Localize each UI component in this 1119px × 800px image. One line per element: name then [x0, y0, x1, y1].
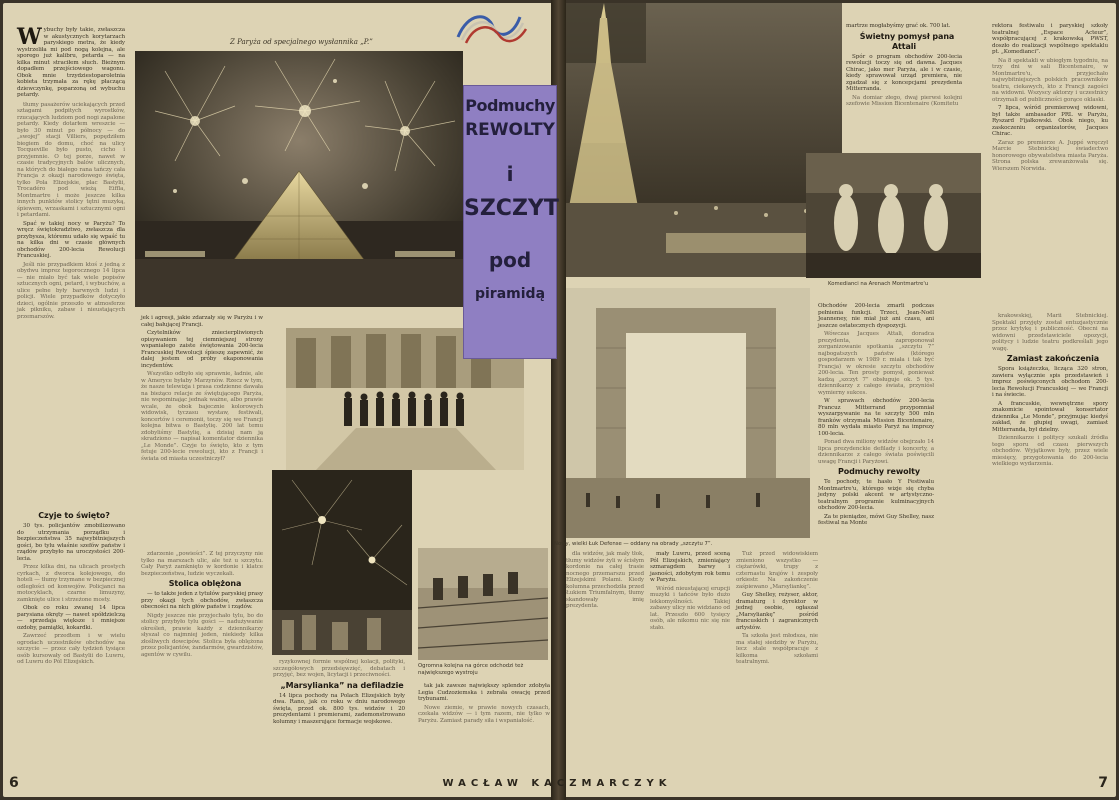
- metro-caption: Ogromna kolejna na górce odchodzi też największego wystroju: [418, 663, 524, 676]
- column-4: [141, 551, 263, 789]
- body-text: Zawrzeć przedtem i w wielu ogrodach uczestników obchodów na szczycie — przez cały tydzień tysiące osób kursowały od Bastylii do Luwru, od Luwru do Pól Elizejskich.: [17, 633, 125, 665]
- night-celebration-photo: [272, 470, 412, 655]
- drop-cap: W: [17, 24, 42, 50]
- column-r7: [992, 313, 1108, 789]
- column-r3: [566, 551, 644, 789]
- page-number-left: 6: [9, 775, 19, 791]
- body-text: Ponad dwa miliony widzów obejrzało 14 lipca prezydenckie defilady i koncerty, a dziennikarze z całego świata poświęcili uwagę Francji i Paryżowi.: [818, 439, 934, 465]
- paragraph: jek i agresji, jakie zdarzały się w Paryżu i w całej bałującej Francji.: [141, 315, 263, 328]
- column-6: [418, 683, 550, 789]
- column-r2: [992, 23, 1108, 308]
- subway-train-photo: [418, 548, 548, 660]
- body-text: Nowe ziemie, w prawie nowych czasach, czekała widzów — i tym razem, nie tylko w Paryżu. Zamiast parady siła i wspaniałość.: [418, 704, 550, 724]
- paragraph: rektora festiwalu i paryskiej szkoły teatralnej „Espace Acteur”, współpracującej z krakowską PWST, doszło do realizacji wspólnego spektaklu pt. „Komedianci”.: [992, 23, 1108, 55]
- paragraph: Za te pieniądze, mówi Guy Shelley, nasz festiwal na Monte: [818, 513, 934, 526]
- body-text: Wśród nieustającej erupcji muzyki i tańców było dużo lekkomyślności. Takiej zabawy ulicy nie widziano od lat. Przeszło 600 tysięcy osób, ale nikomu nic się nie stało.: [650, 585, 730, 631]
- section-heading: Stolica oblężona: [168, 579, 242, 588]
- title-line-1: Podmuchy: [465, 96, 555, 115]
- body-text: Nigdy jeszcze nie przyjechało tylu, bo do stolicy przybyło tylu gości — nadużywanie określeń, prawie każdy z dziennikarzy słyszał co najmniej jeden, niekiedy kilka złośliwych dowcipów. Stolica była oblężona przez policjantów, żandarmów, gwardzistów, agentów w cywilu.: [141, 612, 263, 658]
- tricolor-swirl-logo: [448, 7, 528, 45]
- grande-arche-photo: [566, 288, 810, 538]
- column-5: [273, 659, 405, 789]
- section-heading: Zamiast zakończenia: [1006, 354, 1100, 363]
- column-r5: [736, 551, 818, 789]
- paragraph: tak jak zawsze największy splendor zdobyła Legia Cudzoziemska i zebrała owację przed trybunami.: [418, 683, 550, 702]
- paragraph: 7 lipca, wśród premierowej widowni, był także ambasador PRL w Paryżu, Ryszard Fijałkowski. Obok niego, ku zaskoczeniu organizatorów, Jacques Chirac.: [992, 105, 1108, 137]
- paragraph: Spora książeczka, licząca 320 stron, zawiera wyłącznie spis przedstawień i imprez poświęconych obchodom 200-lecia Rewolucji Francuskiej — we Francji i na świecie.: [992, 366, 1108, 398]
- section-heading: „Marsylianka” na defiladzie: [280, 680, 404, 690]
- title-line-3: i: [506, 162, 514, 186]
- paragraph: Obok co roku zwanej 14 lipca parysiana okręty — nawet spółdzielczą — sprzedaja większe i mniejsze ozdoby, pamiątki, kokardki.: [17, 605, 125, 631]
- byline: Z Paryża od specjalnego wysłannika „P.”: [230, 38, 373, 46]
- column-3: [141, 315, 263, 547]
- grande-arche-caption: Nowy, wielki Łuk Defense — oddany na obrady „szczytu 7”.: [554, 541, 713, 547]
- section-heading: Podmuchy rewolty: [838, 467, 920, 476]
- statues-caption: Komedianci na Arenach Montmartre'u: [828, 281, 929, 287]
- column-r4: [650, 551, 730, 789]
- section-heading: Świetny pomysł pana Attali: [859, 31, 955, 51]
- body-text: Wówczas Jacques Attali, doradca prezydenta, zaproponował zorganizowanie spotkania „szczytu 7” najbogatszych państw (którego gospodarzem w 1989 r. miała i tak być Francja) w okresie szczytu obchodów 200-lecia. Ten prosty pomysł, ponieważ kadzą „szczyt 7” obsługuje ok. 5 tys. dziennikarzy z całego świata, przyniósł wymierny sukces.: [818, 331, 934, 396]
- title-line-5: pod: [488, 248, 532, 272]
- body-text: Wszystko odbyło się sprawnie, ładnie, ale w Ameryce byłaby Marzynów. Rzecz w tym, że nasze telewizja i prasa codzienne dawała na bieżąco relacje ze świętującego Paryża, nie wspominając jednak ważne, albo prawie wcale, że obok bajecznie kolorowych widowisk, tyczasu wystaw, festiwali, koncertów i ceremonii, toczy się we Francji kolejna bitwa o Bastylię. 200 lat temu zdobyliśmy Bastylię, a dzisiaj nam ją skradziono — napisał komentator dziennika „Le Monde”. Czyje to święto, kto z tym fetuje 200-lecie rewolucji, kto z Francji i świata od miasta uczestniczył?: [141, 371, 263, 462]
- body-text: Na 8 spektakli w ubiegłym tygodniu, na trzy dni w sali Bicentenaire, w Montmartre'u, przyjechało najwybitniejszych polskich pracowników teatru, ciekawych, kto z Francji zagości na widowni. Wszyscy aktorzy i uczestnicy otrzymali od publiczności gorące oklaski.: [992, 57, 1108, 103]
- intro-paragraph-2: Spać w takiej nocy w Paryżu? To wręcz świętokradztwo, zwłaszcza dla przybysza, któremu udało się wpaść tu na kilka dni w czasie głównych obchodów 200-lecia Rewolucji Francuskiej.: [17, 220, 125, 259]
- body-text: Jeśli nie przypadkiem ktoś z jedną z obydwu imprez tegorocznego 14 lipca — nie miało być tak wiele popisów sztucznych ogni, petard, i wybuchów, a ulice pełne były barwnych ludzi i policji. Wiele przypadków dotyczyło dzieci, ogólnie przeszło w atmosferze jak pikniku, zabaw i nieustających przemarszów.: [17, 261, 125, 320]
- author-footer: WACŁAW KACZMARCZYK: [442, 778, 672, 789]
- column-1: [17, 24, 125, 320]
- column-2: [17, 511, 125, 789]
- body-text: Zaraz po premierze A. Juppé wręczył Marcie Stebnickiej świadectwo honorowego obywatelstwa miasta Paryża. Strona polska zrewanżowała się. Wierszem Norwida.: [992, 139, 1108, 172]
- body-text: ryzykownej formie wspólnej kolacji, polityki, szczegółowych przedsięwzięć, debatach i przyjęć, bez wojen, licytacji i przeciwności.: [273, 659, 405, 678]
- body-text: Ta szkoła jest młodsza, nie ma stałej siedziby w Paryżu, lecz stale współpracuje z kilkoma szkołami teatralnymi.: [736, 633, 818, 665]
- paragraph: Spór o program obchodów 200-lecia rewolucji toczy się od dawna. Jacques Chirac, jako mer Paryża, ale i w czasie, kiedy sprawował urząd premiera, nie zgadzał się z koncepcjami prezydenta Mitterranda.: [846, 53, 962, 92]
- title-line-6: piramidą: [474, 286, 546, 302]
- statues-photo: [806, 153, 981, 278]
- paragraph: Obchodów 200-lecia zmarli podczas pełnienia funkcji. Trzeci, Jean-Noël Jeanneney, nie miał już ani czasu, ani jeszcze ostatecznych dyspozycji.: [818, 303, 934, 329]
- title-line-4: SZCZYT: [464, 196, 559, 221]
- column-r1: [846, 23, 962, 168]
- paragraph: mały Luwru, przed sceną Pól Elizejskich, zmieniający szmaragdem barwy i jasności, zdobytym rok temu w Paryżu.: [650, 551, 730, 583]
- intro-paragraph-1: ybuchy były takie, zwłaszcza w akustycznych korytarzach paryskiego metra, że kiedy wystrzeliła mi pod nogą kolejna, ale sporego już kalibru, petarda — na kilka minut straciłem słuch. Bieżnym dopadłem przejściowego wagonu. Obok mnie trzydziestoparoletnia kobieta trzymała za rękę płaczącą dziewczynkę, poparzoną od wybuchu petardy.: [17, 27, 125, 98]
- paragraph: Guy Shelley, reżyser, aktor, dramaturg i dyrektor w jednej osobie, ogłaszał „Marsyliankę” pośród francuskich i zagranicznych artystów.: [736, 592, 818, 631]
- body-text: krakowskiej, Marii Stebnickiej. Spektakl przyjęty został entuzjastycznie przez krytykę i publiczność. Obecni na widowni przedstawiciele opozycji, politycy i ludzie teatru podkreślali jego wagę.: [992, 313, 1108, 352]
- section-heading: Czyje to święto?: [38, 511, 110, 520]
- eiffel-tower-photo: [566, 3, 842, 277]
- paragraph: martrze mogłabyśmy grać ok. 700 lat.: [846, 23, 951, 29]
- body-text: zdarzenie „powieści”. Z tej przyczyny nie tylko na marszach ulic, ale też u szczytu. Cały Paryż zamknięto w kordonie i klatce bezpieczeństwa, ludzie wyczekali.: [141, 551, 263, 577]
- paragraph: W sprawach obchodów 200-lecia Francuz Mitterrand przypomniał wyszarpywanie na te szczyty 500 mln franków otrzymała Mission Bicentenaire, 80 mln wydała miasto Paryż na imprezy 100-lecia.: [818, 398, 934, 437]
- paragraph: Te pochody, te hasło Y Festiwalu Montmartre'u, którego wizje się chyba jedyny polski akcent w artystyczno-teatralnym programie kulminacyjnych obchodów 200-lecia.: [818, 479, 934, 511]
- body-text: Tuż przed widowiskiem zmieniono wszystko — ciężarówki, trupy z czternastu krajów i zespoły orkiestr. Na zakończenie zaśpiewano „Marsyliankę”.: [736, 551, 818, 590]
- paragraph: 30 tys. policjantów zmobilizowano do utrzymania porządku i bezpieczeństwa 35 najwybitniejszych gości, bo tylu właśnie szefów państw i rządów przybyło na uroczystości 200-lecia.: [17, 523, 125, 562]
- page-number-right: 7: [1098, 775, 1108, 791]
- paragraph: A francuskie, wewnętrzne spory znakomicie spointował konsertator dziennika „Le Monde”, przyjmując kiedyś zakład, że głupiej uwagi, zamiast Mitterranda, był dzielny.: [992, 400, 1108, 433]
- title-line-2: REWOLTY: [465, 120, 555, 140]
- article-title-box: [463, 85, 557, 359]
- fireworks-pyramid-photo: [135, 51, 463, 307]
- paragraph: 14 lipca pochody na Polach Elizejskich były dwa. Rano, jak co roku w dniu narodowego święta, przed ok. 800 tys. widzów i 20 prezydentami i premierami, zademonstrowano kolumny i maszerujące formacje wojskowe.: [273, 692, 405, 725]
- paragraph: Czytelników zniecierpliwionych opisywaniem tej ciemniejszej strony wspaniałego zaiste świętowania 200-lecia Francuskiej Rewolucji śpieszę zapewnić, że dalej jestem od próby ekaponowania incydentów.: [141, 330, 263, 369]
- body-text: Przez kilka dni, na ulicach prostych cyrkach, z dworca kolejowego, do hoteli — tłumy trzymane w bezpiecznej odległości od konwojów. Policjanci na motocyklach, czarne limuzyny, zamknięte ulice i strzeżone mosty.: [17, 564, 125, 603]
- body-text: tłumy pasażerów uciekających przed sztagami podpitych wyrostków, rzucających ludziom pod nogi zapalone petardy. Kiedy dotarłem wreszcie — było 30 minut po północy — do „swojej” stacji Villiers, popędziłem biegiem do domu, choć na ulicy Tocqueville było pusto, cicho i przyjemnie. O tej porze, nawet w czasie tradycyjnych balów ulicznych, na których do białego rana tańczy cała Francja z okazji narodowego święta, tylko Pola Elizejskie, plac Bastylii, Trocadéro pod wieżą Eiffla, Montmartre i może jeszcze kilka innych punktów stolicy tętni muzyką, śpiewem, wrzaskami i sztucznymi ogni i petardami.: [17, 101, 125, 218]
- column-r6: [818, 303, 934, 789]
- body-text: Dziennikarze i politycy szukali źródła tego sporu od czasu pierwszych obchodów. Wyjątkowe były, przez wiele miesięcy, przygotowania do 200-lecia wielkiego wydarzenia.: [992, 435, 1108, 467]
- body-text: Na domiar złego, dwaj pierwsi kolejni szefowie Mission Bicentenaire (Komitetu: [846, 94, 962, 107]
- paragraph: — to także jeden z tytułów paryskiej prasy przy okazji tych obchodów, zwłaszcza obecności na nich głów państw i rządów.: [141, 591, 263, 610]
- body-text: dla widzów, jak mały tłok, tłumy widzów żyli w ścisłym kordonie na całej trasie nocnego przemarszu przed Elizejskimi Polami. Kiedy kolumna przechodziła przed Łukiem Triumfalnym, tłumy skandowały imię prezydenta.: [566, 551, 644, 609]
